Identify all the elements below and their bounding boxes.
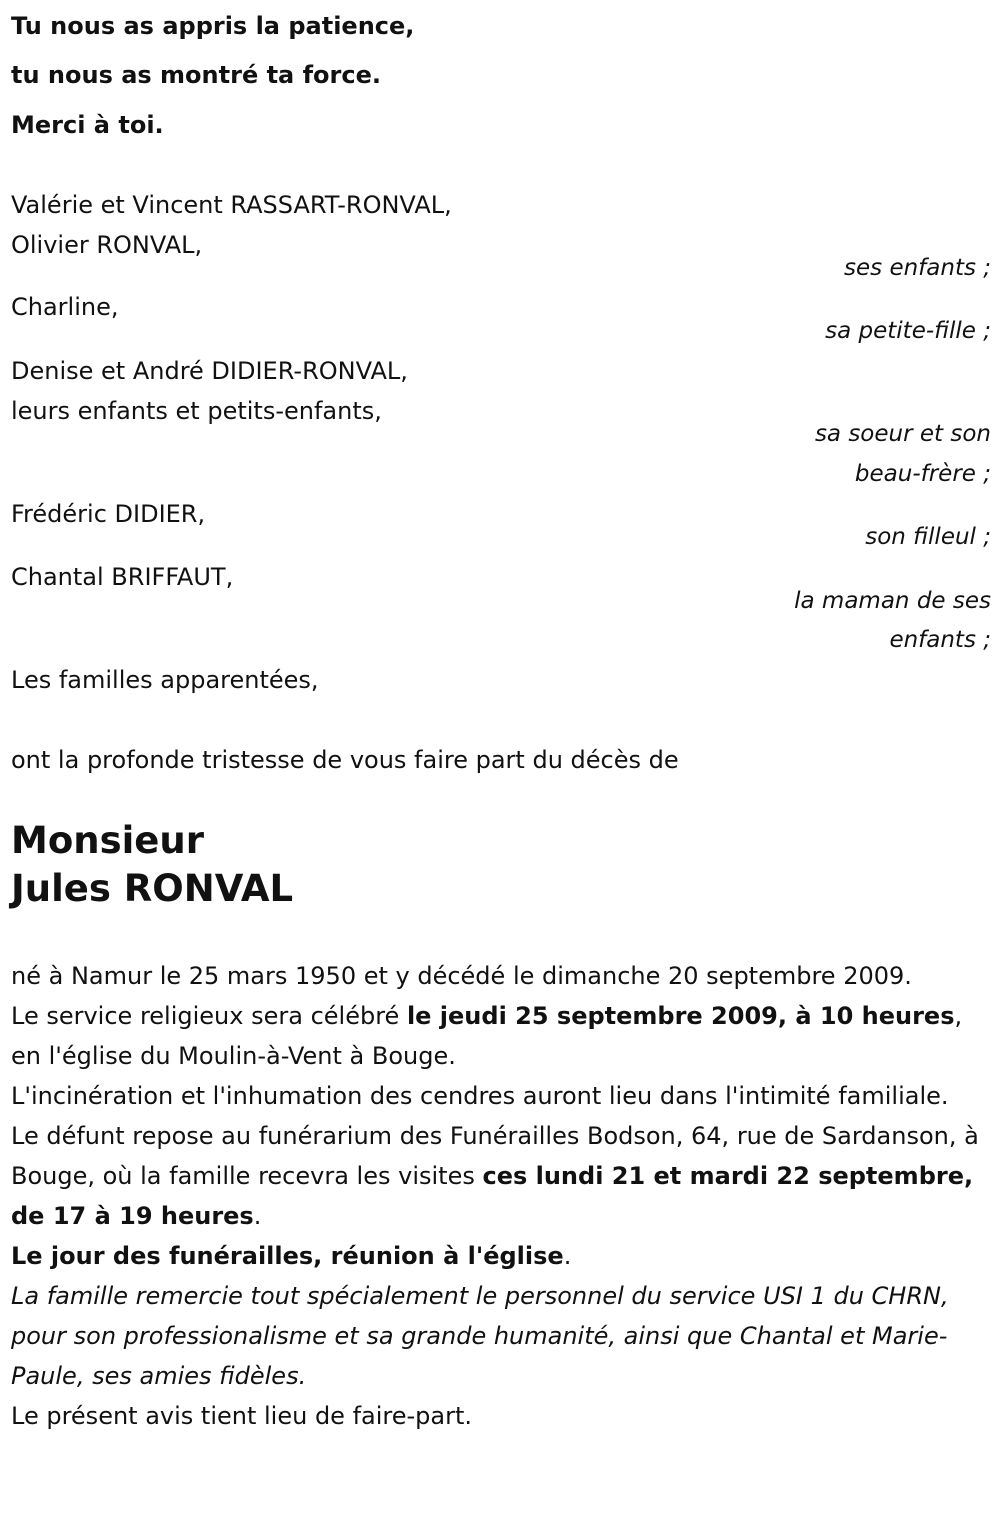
children-role: ses enfants ;: [844, 255, 991, 281]
deceased-name: Jules RONVAL: [11, 867, 294, 910]
service-info: [11, 996, 991, 1076]
grandchild-name: Charline,: [11, 293, 119, 321]
meeting-info: [11, 1236, 991, 1276]
poem-line-2: tu nous as montré ta force.: [11, 61, 381, 89]
mother-name: Chantal BRIFFAUT,: [11, 563, 234, 591]
notice-note: Le présent avis tient lieu de faire-part.: [11, 1402, 473, 1430]
godson-name: Frédéric DIDIER,: [11, 500, 206, 528]
sister-role-1: sa soeur et son: [814, 421, 991, 447]
sister-role-2: beau-frère ;: [854, 461, 991, 487]
children-names-2: Olivier RONVAL,: [11, 231, 203, 259]
children-names-1: Valérie et Vincent RASSART-RONVAL,: [11, 191, 452, 219]
sister-names-1: Denise et André DIDIER-RONVAL,: [11, 357, 408, 385]
visitation-dates: ces lundi 21 et mardi 22 septembre, de 17 à 19 heures: [11, 1162, 974, 1230]
grandchild-role: sa petite-fille ;: [825, 318, 991, 344]
service-place: , en l'église du Moulin-à-Vent à Bouge.: [11, 1002, 963, 1070]
details-block: [11, 956, 991, 1436]
relatives: Les familles apparentées,: [11, 666, 319, 694]
mother-role-1: la maman de ses: [794, 588, 991, 614]
visitation-place: Le défunt repose au funérarium des Funérailles Bodson, 64, rue de Sardanson, à Bouge, où la famille recevra les visites: [11, 1122, 979, 1190]
announcement: ont la profonde tristesse de vous faire part du décès de: [11, 746, 679, 774]
sister-names-2: leurs enfants et petits-enfants,: [11, 397, 382, 425]
service-date: le jeudi 25 septembre 2009, à 10 heures: [406, 1002, 955, 1030]
deceased-title: Monsieur: [11, 819, 204, 862]
meeting-end: .: [563, 1242, 572, 1270]
meeting-text: Le jour des funérailles, réunion à l'église: [11, 1242, 564, 1270]
visitation-end: .: [253, 1202, 262, 1230]
thanks-note: La famille remercie tout spécialement le personnel du service USI 1 du CHRN, pour son professionalisme et sa grande humanité, ainsi que Chantal et Marie-Paule, ses amies fidèles.: [11, 1282, 949, 1390]
service-info-text: Le service religieux sera célébré: [11, 1002, 407, 1030]
godson-role: son filleul ;: [865, 524, 991, 550]
poem-line-3: Merci à toi.: [11, 111, 164, 139]
cremation-info: L'incinération et l'inhumation des cendres auront lieu dans l'intimité familiale.: [11, 1082, 949, 1110]
birth-death-info: né à Namur le 25 mars 1950 et y décédé le dimanche 20 septembre 2009.: [11, 962, 912, 990]
visitation-info: [11, 1116, 991, 1236]
poem-line-1: Tu nous as appris la patience,: [11, 12, 415, 40]
mother-role-2: enfants ;: [889, 627, 991, 653]
